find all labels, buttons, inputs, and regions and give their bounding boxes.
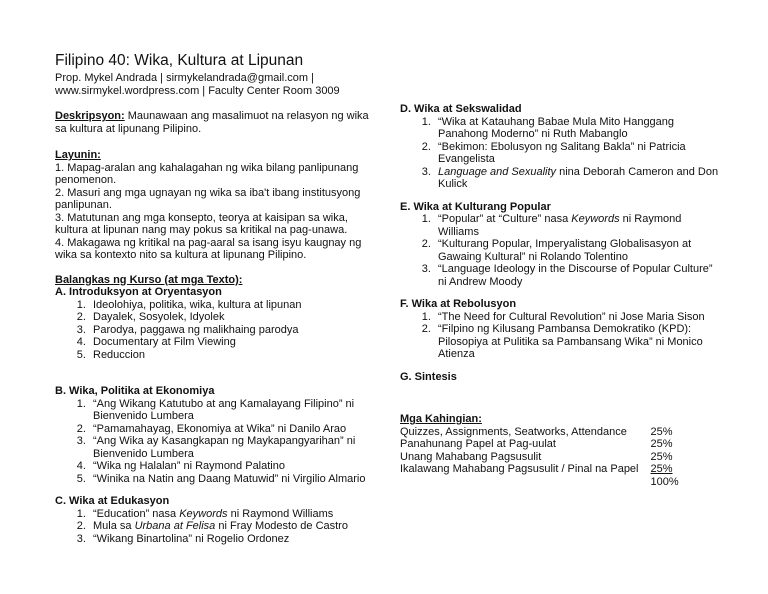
section-g — [400, 371, 720, 384]
layunin-block — [55, 149, 375, 262]
percent-cell: 25% — [650, 463, 673, 475]
kahingian-table — [400, 426, 679, 489]
requirement-cell: Unang Mahabang Pagsusulit — [400, 450, 542, 463]
table-row — [400, 438, 679, 451]
table-row — [400, 426, 679, 439]
table-row — [400, 451, 679, 464]
section-b-list — [55, 398, 375, 486]
section-f-heading: F. Wika at Rebolusyon — [400, 298, 517, 310]
layunin-item-1: 1. Mapag-aralan ang kahalagahan ng wika bilang panlipunang penomenon. — [55, 161, 359, 186]
requirement-cell: Quizzes, Assignments, Seatworks, Attendance — [400, 425, 627, 438]
list-item: 3. “Wikang Binartolina” ni Rogelio Ordonez — [89, 533, 375, 546]
list-item: 3. Parodya, paggawa ng malikhaing parodya — [89, 324, 375, 337]
section-d-list — [400, 116, 720, 191]
section-a-list — [55, 299, 375, 362]
list-item: 5. Reduccion — [89, 349, 375, 362]
table-row — [400, 463, 679, 476]
kahingian-label: Mga Kahingian: — [400, 413, 482, 425]
section-b — [55, 385, 375, 485]
item-italic: Keywords — [179, 507, 228, 520]
layunin-item-3: 3. Matutunan ang mga konsepto, teorya at kaisipan sa wika, kultura at lipunan nang may pokus sa kritikal na pag-unawa. — [55, 211, 348, 236]
contact-line-2: www.sirmykel.wordpress.com | Faculty Center Room 3009 — [55, 84, 340, 97]
section-c — [55, 495, 375, 545]
left-column — [55, 52, 375, 545]
list-item: 1. “Wika at Katauhang Babae Mula Mito Hanggang Panahong Moderno” ni Ruth Mabanglo — [434, 116, 720, 141]
list-item: 1. “The Need for Cultural Revolution” ni Jose Maria Sison — [434, 311, 720, 324]
item-italic: Keywords — [571, 213, 620, 225]
list-item — [89, 508, 375, 521]
section-e-list — [400, 213, 720, 288]
deskripsyon-text: Maunawaan ang masalimuot na relasyon ng wika sa kultura at lipunang Pilipino. — [55, 110, 369, 135]
requirement-cell — [400, 476, 639, 489]
list-item: 5. “Winika na Natin ang Daang Matuwid” ni Virgilio Almario — [89, 473, 375, 486]
total-cell: 100% — [650, 475, 679, 488]
item-text: “Education” nasa — [93, 507, 180, 520]
list-item: 1. “Ang Wikang Katutubo at ang Kamalayang Filipino” ni Bienvenido Lumbera — [89, 398, 375, 423]
contact-line-1: Prop. Mykel Andrada | sirmykelandrada@gmail.com | — [55, 72, 314, 84]
contact-info — [55, 72, 375, 97]
layunin-item-4: 4. Makagawa ng kritikal na pag-aaral sa isang isyu kaugnay ng wika sa kontexto nito sa kultura at lipunang Pilipino. — [55, 236, 362, 261]
section-b-heading: B. Wika, Politika at Ekonomiya — [55, 385, 215, 397]
requirement-cell: Ikalawang Mahabang Pagsusulit / Pinal na Papel — [400, 463, 639, 475]
table-row — [400, 476, 679, 489]
section-g-heading: G. Sintesis — [400, 370, 457, 383]
item-text: nina Deborah Cameron and Don Kulick — [438, 165, 719, 190]
list-item — [89, 520, 375, 533]
section-c-list — [55, 508, 375, 546]
item-text: ni Fray Modesto de Castro — [215, 520, 348, 532]
item-text: “Popular” at “Culture” nasa — [438, 213, 572, 225]
requirement-cell: Panahunang Papel at Pag-uulat — [400, 438, 556, 450]
balangkas-block — [55, 274, 375, 362]
item-italic: Language and Sexuality — [438, 165, 557, 178]
right-column — [400, 103, 720, 488]
list-item — [434, 213, 720, 238]
list-item: 3. “Language Ideology in the Discourse of Popular Culture” ni Andrew Moody — [434, 263, 720, 288]
list-item: 2. “Filpino ng Kilusang Pambansa Demokratiko (KPD): Pilosopiya at Pulitika sa Pambansang Wika” ni Monico Atienza — [434, 323, 720, 361]
section-e-heading: E. Wika at Kulturang Popular — [400, 200, 551, 213]
percent-cell: 25% — [650, 450, 673, 463]
percent-cell: 25% — [650, 438, 673, 450]
course-title: Filipino 40: Wika, Kultura at Lipunan — [55, 52, 304, 69]
section-d — [400, 103, 720, 191]
percent-cell: 25% — [650, 425, 673, 438]
layunin-item-2: 2. Masuri ang mga ugnayan ng wika sa iba't ibang institusyong panlipunan. — [55, 186, 361, 211]
list-item: 4. “Wika ng Halalan” ni Raymond Palatino — [89, 460, 375, 473]
list-item: 2. “Bekimon: Ebolusyon ng Salitang Bakla” ni Patricia Evangelista — [434, 141, 720, 166]
kahingian-block — [400, 413, 720, 488]
list-item: 2. Dayalek, Sosyolek, Idyolek — [89, 311, 375, 324]
deskripsyon-block — [55, 110, 375, 135]
list-item: 2. “Kulturang Popular, Imperyalistang Globalisasyon at Gawaing Kultural” ni Rolando Tolentino — [434, 238, 720, 263]
deskripsyon-label: Deskripsyon: — [55, 110, 125, 122]
layunin-label: Layunin: — [55, 149, 101, 161]
list-item: 3. “Ang Wika ay Kasangkapan ng Maykapangyarihan” ni Bienvenido Lumbera — [89, 435, 375, 460]
section-e — [400, 201, 720, 289]
section-f-list — [400, 311, 720, 361]
list-item — [434, 166, 720, 191]
section-f — [400, 298, 720, 361]
item-text: Mula sa — [93, 520, 135, 532]
item-text: ni Raymond Williams — [438, 213, 682, 238]
item-italic: Urbana at Felisa — [134, 520, 216, 532]
balangkas-label: Balangkas ng Kurso (at mga Texto): — [55, 273, 243, 286]
item-text: ni Raymond Williams — [227, 507, 334, 520]
list-item: 1. Ideolohiya, politika, wika, kultura at lipunan — [89, 299, 375, 312]
section-c-heading: C. Wika at Edukasyon — [55, 495, 170, 507]
list-item: 2. “Pamamahayag, Ekonomiya at Wika” ni Danilo Arao — [89, 423, 375, 436]
list-item: 4. Documentary at Film Viewing — [89, 336, 375, 349]
section-d-heading: D. Wika at Sekswalidad — [400, 103, 522, 115]
section-a-heading: A. Introduksyon at Oryentasyon — [55, 286, 222, 298]
